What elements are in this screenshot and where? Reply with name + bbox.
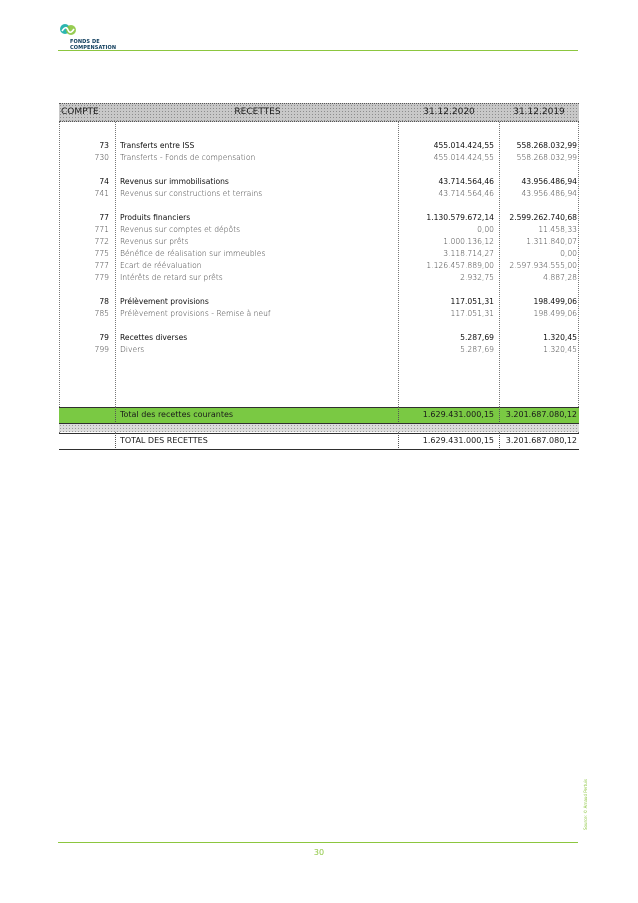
photo-credit: Source: © Arnaud Pertuis <box>583 779 588 830</box>
value-2020: 1.126.457.889,00 <box>426 261 494 270</box>
value-2020: 43.714.564,46 <box>438 177 494 186</box>
value-2019: 1.311.840,07 <box>526 237 577 246</box>
row-label: Prélèvement provisions - Remise à neuf <box>120 309 271 318</box>
account-code: 74 <box>99 177 109 186</box>
fonds-de-compensation-logo <box>58 22 128 52</box>
value-2019: 198.499,06 <box>533 309 577 318</box>
row-label: Recettes diverses <box>120 333 188 342</box>
header-recettes: RECETTES <box>234 107 281 117</box>
value-2019: 2.599.262.740,68 <box>509 213 577 222</box>
value-2020: 117.051,31 <box>450 297 494 306</box>
value-2019: 1.320,45 <box>543 333 577 342</box>
row-label: Transferts - Fonds de compensation <box>120 153 256 162</box>
value-2019: 558.268.032,99 <box>516 153 577 162</box>
table-row <box>59 212 579 224</box>
table-row <box>59 332 579 344</box>
value-2020: 5.287,69 <box>460 345 494 354</box>
value-2020: 1.130.579.672,14 <box>426 213 494 222</box>
footer-rule <box>58 842 578 843</box>
subtotal-row <box>59 407 579 422</box>
value-2019: 198.499,06 <box>533 297 577 306</box>
header-rule <box>58 50 578 51</box>
value-2020: 117.051,31 <box>450 309 494 318</box>
row-label: Revenus sur constructions et terrains <box>120 189 263 198</box>
header-2019: 31.12.2019 <box>513 107 565 117</box>
value-2019: 43.956.486,94 <box>521 189 577 198</box>
row-label: Intérêts de retard sur prêts <box>120 273 223 282</box>
value-2020: 3.118.714,27 <box>443 249 494 258</box>
column-separator <box>115 122 116 449</box>
account-code: 78 <box>99 297 109 306</box>
table-left-border <box>59 122 60 449</box>
value-2019: 43.956.486,94 <box>521 177 577 186</box>
account-code: 777 <box>94 261 109 270</box>
account-code: 775 <box>94 249 109 258</box>
row-label: Transferts entre ISS <box>120 141 195 150</box>
table-row <box>59 308 579 320</box>
value-2020: 1.000.136,12 <box>443 237 494 246</box>
value-2020: 5.287,69 <box>460 333 494 342</box>
account-code: 771 <box>94 225 109 234</box>
header-2020: 31.12.2020 <box>423 107 475 117</box>
table-right-border <box>578 122 579 449</box>
value-2020: 455.014.424,55 <box>433 141 494 150</box>
subtotal-2019: 3.201.687.080,12 <box>505 410 577 419</box>
total-2020: 1.629.431.000,15 <box>422 436 494 445</box>
table-row <box>59 188 579 200</box>
table-row <box>59 344 579 356</box>
value-2019: 11.458,33 <box>538 225 577 234</box>
row-label: Revenus sur comptes et dépôts <box>120 225 241 234</box>
table-row <box>59 224 579 236</box>
value-2020: 2.932,75 <box>460 273 494 282</box>
account-code: 785 <box>94 309 109 318</box>
table-row <box>59 248 579 260</box>
row-label: Bénéfice de réalisation sur immeubles <box>120 249 266 258</box>
account-code: 741 <box>94 189 109 198</box>
value-2020: 0,00 <box>477 225 494 234</box>
account-code: 79 <box>99 333 109 342</box>
value-2019: 0,00 <box>560 249 577 258</box>
header-compte: COMPTE <box>61 107 99 117</box>
total-row <box>59 433 579 448</box>
value-2019: 1.320,45 <box>543 345 577 354</box>
table-row <box>59 296 579 308</box>
value-2019: 558.268.032,99 <box>516 141 577 150</box>
account-code: 730 <box>94 153 109 162</box>
account-code: 77 <box>99 213 109 222</box>
value-2020: 43.714.564,46 <box>438 189 494 198</box>
column-separator <box>115 433 116 448</box>
row-label: Ecart de réévaluation <box>120 261 202 270</box>
page-number: 30 <box>313 848 325 857</box>
subtotal-label: Total des recettes courantes <box>120 410 234 419</box>
row-label: Revenus sur prêts <box>120 237 189 246</box>
table-row <box>59 260 579 272</box>
total-label: TOTAL DES RECETTES <box>120 436 208 445</box>
table-row <box>59 140 579 152</box>
table-row <box>59 176 579 188</box>
value-2019: 4.887,28 <box>543 273 577 282</box>
row-label: Prélèvement provisions <box>120 297 209 306</box>
row-label: Divers <box>120 345 145 354</box>
subtotal-2020: 1.629.431.000,15 <box>422 410 494 419</box>
total-2019: 3.201.687.080,12 <box>505 436 577 445</box>
account-code: 799 <box>94 345 109 354</box>
row-label: Produits financiers <box>120 213 191 222</box>
column-separator <box>398 122 399 449</box>
table-row <box>59 272 579 284</box>
account-code: 73 <box>99 141 109 150</box>
column-separator <box>115 407 116 422</box>
column-separator <box>499 122 500 449</box>
gap-band <box>59 424 579 432</box>
table-row <box>59 236 579 248</box>
recettes-table <box>59 103 579 449</box>
logo-text: FONDS DE COMPENSATION <box>70 39 117 51</box>
row-label: Revenus sur immobilisations <box>120 177 229 186</box>
table-body <box>59 122 579 449</box>
account-code: 779 <box>94 273 109 282</box>
value-2020: 455.014.424,55 <box>433 153 494 162</box>
value-2019: 2.597.934.555,00 <box>509 261 577 270</box>
table-header <box>59 103 579 122</box>
table-row <box>59 152 579 164</box>
account-code: 772 <box>94 237 109 246</box>
